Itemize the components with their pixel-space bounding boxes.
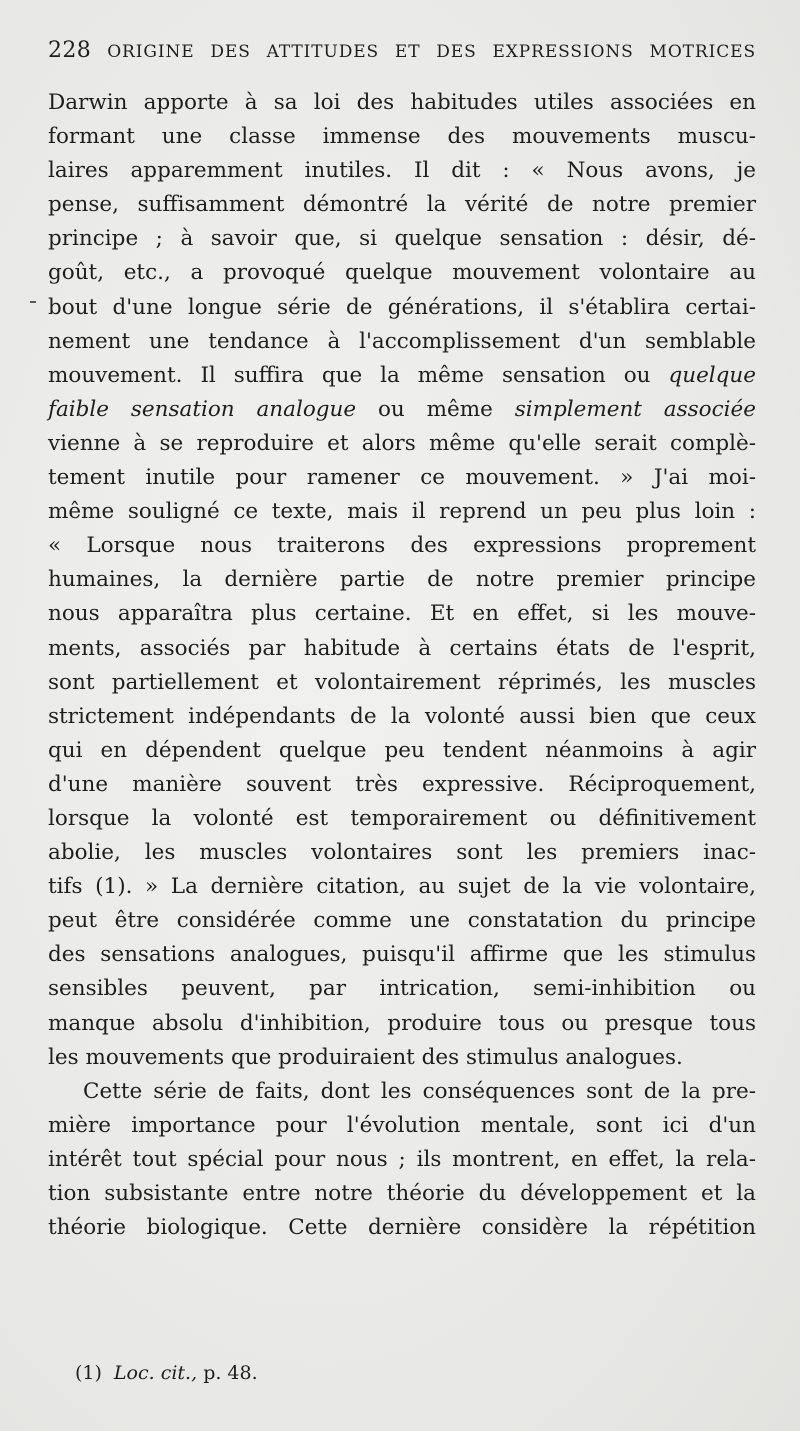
text-line: [48, 1143, 756, 1177]
text-run: des sensations analogues, puisqu'il affirme que les stimulus: [48, 942, 756, 968]
text-line: [48, 222, 756, 256]
text-run: qui en dépendent quelque peu tendent néanmoins à agir: [48, 737, 756, 763]
text-line: [48, 597, 756, 631]
text-line: [48, 666, 756, 700]
text-run: ou même: [356, 396, 515, 422]
text-run: formant une classe immense des mouvements muscu-: [48, 124, 756, 150]
text-line: [48, 256, 756, 290]
text-line: [48, 495, 756, 529]
text-run: sont partiellement et volontairement réprimés, les muscles: [48, 669, 756, 695]
text-run: strictement indépendants de la volonté aussi bien que ceux: [48, 703, 756, 729]
text-line: [48, 120, 756, 154]
text-run: d'une manière souvent très expressive. Réciproquement,: [48, 771, 756, 797]
text-line: [48, 870, 756, 904]
text-run: mouvement. Il suffira que la même sensation ou: [48, 362, 669, 388]
text-run: laires apparemment inutiles. Il dit : « Nous avons, je: [48, 158, 756, 184]
text-run: ments, associés par habitude à certains états de l'esprit,: [48, 635, 756, 661]
text-line: [48, 563, 756, 597]
italic-text: faible sensation analogue: [48, 396, 357, 422]
text-line: [48, 1007, 756, 1041]
text-line: [48, 325, 756, 359]
text-run: abolie, les muscles volontaires sont les premiers inac-: [48, 840, 756, 866]
italic-text: quelque: [668, 362, 756, 388]
text-line: [48, 529, 756, 563]
text-run: théorie biologique. Cette dernière considère la répétition: [48, 1215, 756, 1241]
text-line: [48, 904, 756, 938]
running-title: ORIGINE DES ATTITUDES ET DES EXPRESSIONS MOTRICES: [107, 42, 756, 62]
text-line: [48, 154, 756, 188]
text-run: nous apparaîtra plus certaine. Et en effet, si les mouve-: [48, 601, 756, 627]
text-line: [48, 1075, 756, 1109]
text-run: sensibles peuvent, par intrication, semi-inhibition ou: [48, 976, 756, 1002]
text-line: [48, 734, 756, 768]
text-run: goût, etc., a provoqué quelque mouvement volontaire au: [48, 260, 756, 286]
text-line: [48, 291, 756, 325]
footnote-source: Loc. cit.,: [113, 1362, 198, 1384]
text-run: « Lorsque nous traiterons des expressions proprement: [48, 533, 756, 559]
text-line: [48, 393, 756, 427]
text-line: [48, 1177, 756, 1211]
text-line: [48, 359, 756, 393]
text-line: [48, 1211, 756, 1245]
text-line: [48, 461, 756, 495]
footnote-mark: (1): [75, 1362, 102, 1384]
margin-mark: [30, 301, 36, 303]
page-number: 228: [48, 38, 92, 63]
text-run: Darwin apporte à sa loi des habitudes utiles associées en: [48, 90, 756, 115]
text-line: [48, 632, 756, 666]
text-run: pense, suffisamment démontré la vérité de notre premier: [48, 192, 756, 218]
text-run: tion subsistante entre notre théorie du développement et la: [48, 1181, 756, 1206]
text-line: [48, 700, 756, 734]
text-run: principe ; à savoir que, si quelque sensation : désir, dé-: [48, 226, 756, 252]
text-run: mière importance pour l'évolution mentale, sont ici d'un: [48, 1112, 756, 1138]
body-text: [48, 86, 756, 1245]
text-run: bout d'une longue série de générations, il s'établira certai-: [48, 294, 756, 320]
italic-text: simplement associée: [514, 396, 756, 422]
text-line: [48, 1041, 756, 1075]
text-line: [48, 802, 756, 836]
text-line: [48, 86, 756, 120]
text-run: même souligné ce texte, mais il reprend un peu plus loin :: [48, 499, 756, 525]
text-line: [48, 427, 756, 461]
text-line: [48, 768, 756, 802]
text-run: intérêt tout spécial pour nous ; ils montrent, en effet, la rela-: [48, 1146, 756, 1172]
text-line: [48, 1109, 756, 1143]
text-run: vienne à se reproduire et alors même qu'elle serait complè-: [48, 430, 756, 456]
text-line: [48, 188, 756, 222]
footnote-page: p. 48.: [203, 1362, 258, 1384]
text-run: humaines, la dernière partie de notre premier principe: [48, 567, 756, 593]
text-run: tement inutile pour ramener ce mouvement. » J'ai moi-: [48, 465, 756, 491]
text-run: nement une tendance à l'accomplissement d'un semblable: [48, 328, 756, 354]
text-line: [48, 836, 756, 870]
text-run: tifs (1). » La dernière citation, au sujet de la vie volontaire,: [48, 874, 756, 900]
footnote: [75, 1362, 258, 1384]
text-run: lorsque la volonté est temporairement ou définitivement: [48, 805, 756, 831]
text-run: les mouvements que produiraient des stimulus analogues.: [48, 1044, 683, 1070]
running-head: [48, 38, 756, 72]
text-line: [48, 938, 756, 972]
text-run: peut être considérée comme une constatation du principe: [48, 908, 756, 934]
text-run: Cette série de faits, dont les conséquences sont de la pre-: [83, 1078, 756, 1104]
text-run: manque absolu d'inhibition, produire tous ou presque tous: [48, 1010, 756, 1036]
text-line: [48, 972, 756, 1006]
